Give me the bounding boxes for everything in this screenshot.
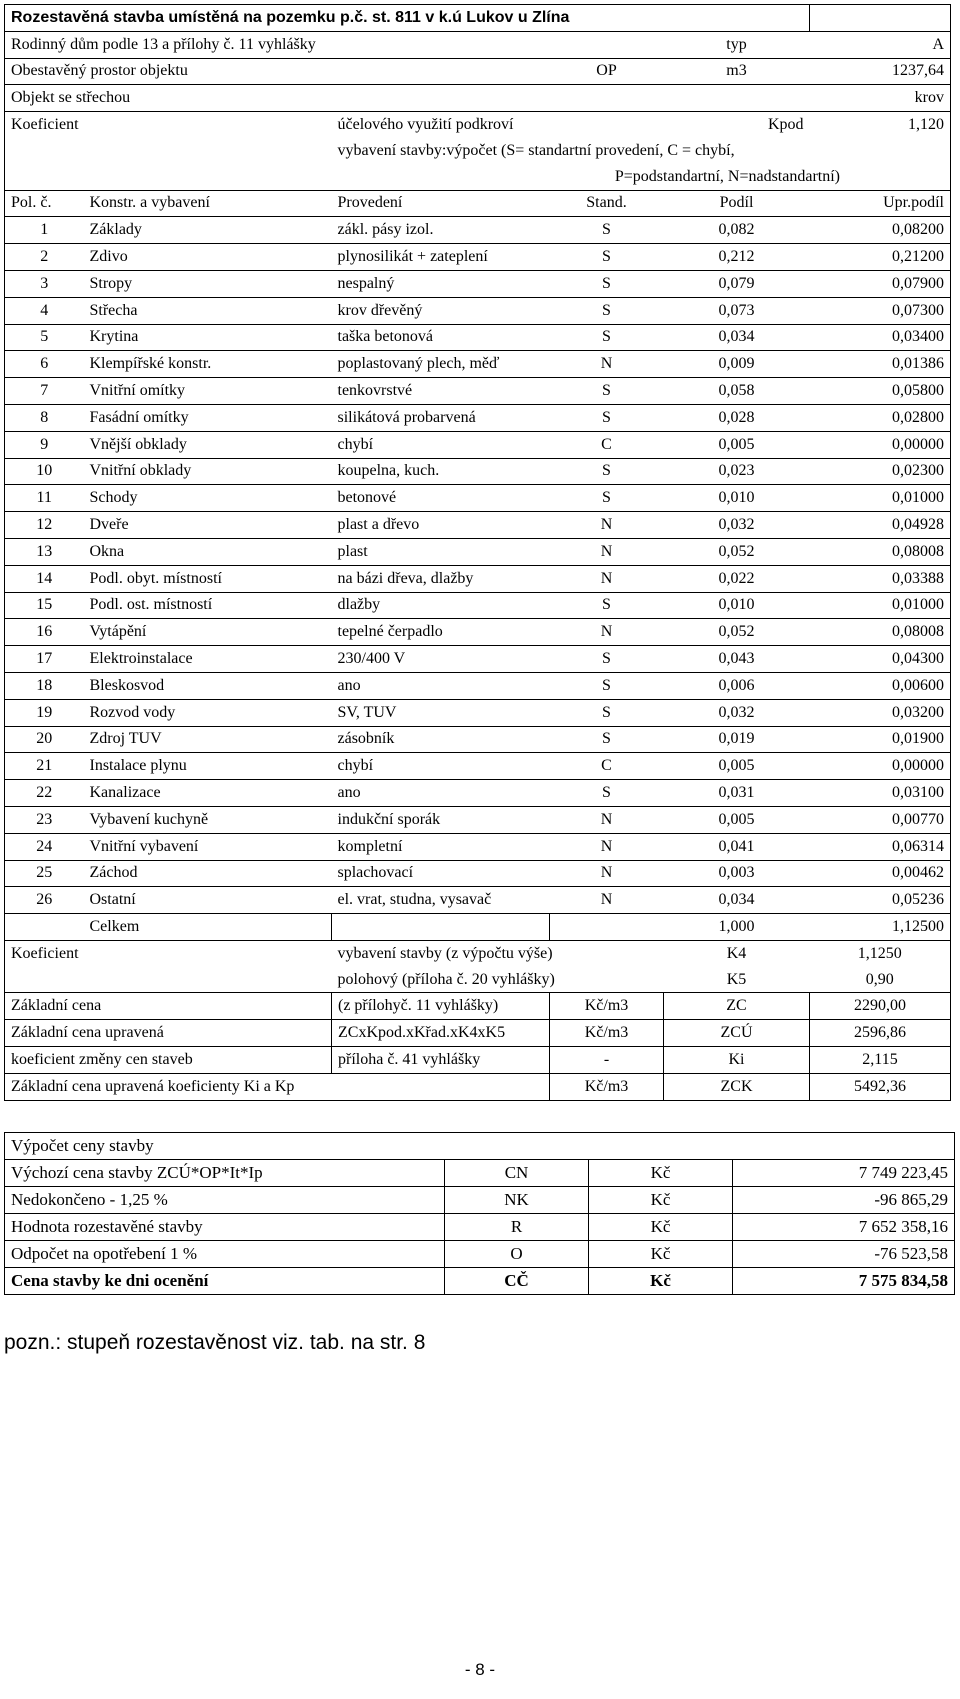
op-unit: m3	[664, 58, 810, 85]
item-number: 11	[5, 485, 84, 512]
item-standard: S	[550, 646, 664, 673]
item-row	[5, 833, 951, 860]
coef-label: Koeficient	[11, 944, 79, 962]
item-share: 0,041	[664, 833, 810, 860]
item-adjusted-share: 0,00462	[810, 860, 951, 887]
item-standard: N	[550, 538, 664, 565]
item-name: Klempířské konstr.	[84, 351, 332, 378]
item-execution: dlažby	[332, 592, 550, 619]
calc-label: Výchozí cena stavby ZCÚ*OP*It*Ip	[5, 1160, 445, 1187]
price-value: 2290,00	[810, 993, 951, 1020]
item-name: Krytina	[84, 324, 332, 351]
item-row	[5, 351, 951, 378]
item-name: Zdroj TUV	[84, 726, 332, 753]
price-desc: ZCxKpod.xKřad.xK4xK5	[332, 1020, 550, 1047]
item-execution: plynosilikát + zateplení	[332, 244, 550, 271]
item-name: Kanalizace	[84, 780, 332, 807]
item-row	[5, 404, 951, 431]
item-standard: S	[550, 485, 664, 512]
item-standard: N	[550, 860, 664, 887]
item-execution: na bázi dřeva, dlažby	[332, 565, 550, 592]
valuation-sheet	[4, 4, 951, 1101]
item-execution: plast a dřevo	[332, 512, 550, 539]
col-pol: Pol. č.	[5, 190, 84, 217]
footnote: pozn.: stupeň rozestavěnost viz. tab. na str. 8	[4, 1331, 426, 1354]
item-standard: C	[550, 753, 664, 780]
item-name: Elektroinstalace	[84, 646, 332, 673]
item-row	[5, 565, 951, 592]
price-row	[5, 993, 951, 1020]
total-row	[5, 914, 951, 941]
note-row-1	[5, 138, 951, 164]
calc-unit: Kč	[589, 1241, 733, 1268]
op-value: 1237,64	[810, 58, 951, 85]
item-share: 0,034	[664, 887, 810, 914]
item-execution: ano	[332, 780, 550, 807]
item-name: Dveře	[84, 512, 332, 539]
item-standard: S	[550, 324, 664, 351]
item-row	[5, 780, 951, 807]
item-adjusted-share: 0,03400	[810, 324, 951, 351]
calc-row	[5, 1160, 955, 1187]
item-adjusted-share: 0,02800	[810, 404, 951, 431]
item-adjusted-share: 0,01000	[810, 592, 951, 619]
item-row	[5, 592, 951, 619]
koef-code: Kpod	[767, 116, 804, 134]
house-type-row	[5, 31, 951, 58]
item-row	[5, 270, 951, 297]
koef-row	[5, 112, 951, 138]
calc-label: Nedokončeno - 1,25 %	[5, 1187, 445, 1214]
item-adjusted-share: 0,04300	[810, 646, 951, 673]
price-code: ZCÚ	[664, 1020, 810, 1047]
calc-unit: Kč	[589, 1214, 733, 1241]
final-price-row	[5, 1268, 955, 1295]
item-share: 0,043	[664, 646, 810, 673]
price-label: Základní cena upravená koeficienty Ki a Kp	[5, 1073, 550, 1100]
item-standard: S	[550, 270, 664, 297]
calc-title: Výpočet ceny stavby	[5, 1133, 955, 1160]
calc-code: NK	[445, 1187, 589, 1214]
item-row	[5, 726, 951, 753]
item-adjusted-share: 0,08200	[810, 217, 951, 244]
item-name: Stropy	[84, 270, 332, 297]
item-row	[5, 431, 951, 458]
item-share: 0,023	[664, 458, 810, 485]
item-number: 19	[5, 699, 84, 726]
item-number: 26	[5, 887, 84, 914]
item-number: 8	[5, 404, 84, 431]
item-adjusted-share: 0,03200	[810, 699, 951, 726]
item-share: 0,010	[664, 485, 810, 512]
item-name: Schody	[84, 485, 332, 512]
item-adjusted-share: 0,00000	[810, 431, 951, 458]
item-row	[5, 244, 951, 271]
item-share: 0,052	[664, 619, 810, 646]
price-code: ZC	[664, 993, 810, 1020]
item-adjusted-share: 0,00000	[810, 753, 951, 780]
item-number: 9	[5, 431, 84, 458]
col-stand: Stand.	[550, 190, 664, 217]
price-label: koeficient změny cen staveb	[5, 1047, 332, 1074]
item-adjusted-share: 0,02300	[810, 458, 951, 485]
item-number: 16	[5, 619, 84, 646]
item-standard: N	[550, 512, 664, 539]
price-value: 5492,36	[810, 1073, 951, 1100]
col-proved: Provedení	[332, 190, 550, 217]
item-row	[5, 806, 951, 833]
item-execution: betonové	[332, 485, 550, 512]
item-name: Vnější obklady	[84, 431, 332, 458]
item-execution: splachovací	[332, 860, 550, 887]
item-name: Vytápění	[84, 619, 332, 646]
item-standard: S	[550, 378, 664, 405]
item-share: 0,212	[664, 244, 810, 271]
item-name: Rozvod vody	[84, 699, 332, 726]
item-row	[5, 378, 951, 405]
price-code: Ki	[664, 1047, 810, 1074]
item-share: 0,079	[664, 270, 810, 297]
roof-value: krov	[810, 85, 951, 112]
item-execution: nespalný	[332, 270, 550, 297]
item-number: 21	[5, 753, 84, 780]
item-adjusted-share: 0,05800	[810, 378, 951, 405]
item-standard: C	[550, 431, 664, 458]
item-name: Okna	[84, 538, 332, 565]
item-adjusted-share: 0,00600	[810, 672, 951, 699]
roof-label: Objekt se střechou	[5, 85, 810, 112]
col-upr: Upr.podíl	[810, 190, 951, 217]
item-number: 12	[5, 512, 84, 539]
price-unit: Kč/m3	[550, 1073, 664, 1100]
item-number: 23	[5, 806, 84, 833]
col-podil: Podíl	[664, 190, 810, 217]
item-execution: ano	[332, 672, 550, 699]
price-unit: Kč/m3	[550, 1020, 664, 1047]
item-number: 22	[5, 780, 84, 807]
item-adjusted-share: 0,08008	[810, 538, 951, 565]
calc-row	[5, 1187, 955, 1214]
item-share: 0,005	[664, 806, 810, 833]
item-execution: silikátová probarvená	[332, 404, 550, 431]
k4-row	[5, 940, 951, 966]
item-adjusted-share: 0,03100	[810, 780, 951, 807]
item-execution: koupelna, kuch.	[332, 458, 550, 485]
item-name: Ostatní	[84, 887, 332, 914]
item-adjusted-share: 0,01386	[810, 351, 951, 378]
item-number: 6	[5, 351, 84, 378]
item-adjusted-share: 0,08008	[810, 619, 951, 646]
item-number: 3	[5, 270, 84, 297]
item-row	[5, 646, 951, 673]
item-number: 13	[5, 538, 84, 565]
document-title: Rozestavěná stavba umístěná na pozemku p.č. st. 811 v k.ú Lukov u Zlína	[5, 5, 810, 32]
item-execution: chybí	[332, 431, 550, 458]
k5-desc: polohový (příloha č. 20 vyhlášky)	[332, 967, 664, 993]
calc-value: -96 865,29	[733, 1187, 955, 1214]
item-number: 4	[5, 297, 84, 324]
item-execution: plast	[332, 538, 550, 565]
item-standard: S	[550, 726, 664, 753]
item-execution: zákl. pásy izol.	[332, 217, 550, 244]
col-konstr: Konstr. a vybavení	[84, 190, 332, 217]
calc-row	[5, 1241, 955, 1268]
price-calculation-table	[4, 1132, 955, 1295]
item-number: 18	[5, 672, 84, 699]
price-unit: -	[550, 1047, 664, 1074]
price-label: Základní cena upravená	[5, 1020, 332, 1047]
koef-label: Koeficient	[11, 116, 79, 134]
price-unit: Kč/m3	[550, 993, 664, 1020]
item-row	[5, 538, 951, 565]
calc-unit: Kč	[589, 1160, 733, 1187]
koef-value: 1,120	[908, 116, 944, 134]
item-number: 25	[5, 860, 84, 887]
item-adjusted-share: 0,04928	[810, 512, 951, 539]
item-number: 14	[5, 565, 84, 592]
item-share: 0,019	[664, 726, 810, 753]
calc-value: 7 652 358,16	[733, 1214, 955, 1241]
item-row	[5, 887, 951, 914]
item-adjusted-share: 0,03388	[810, 565, 951, 592]
total-label: Celkem	[84, 914, 332, 941]
k5-row	[5, 967, 951, 993]
price-value: 2596,86	[810, 1020, 951, 1047]
item-standard: N	[550, 833, 664, 860]
column-header-row	[5, 190, 951, 217]
item-share: 0,005	[664, 753, 810, 780]
calc-title-row	[5, 1133, 955, 1160]
item-execution: 230/400 V	[332, 646, 550, 673]
k5-value: 0,90	[810, 967, 951, 993]
item-row	[5, 485, 951, 512]
item-execution: el. vrat, studna, vysavač	[332, 887, 550, 914]
item-standard: S	[550, 672, 664, 699]
price-row	[5, 1073, 951, 1100]
item-row	[5, 297, 951, 324]
item-standard: S	[550, 244, 664, 271]
item-share: 0,028	[664, 404, 810, 431]
item-share: 0,032	[664, 699, 810, 726]
total-upr: 1,12500	[810, 914, 951, 941]
item-name: Bleskosvod	[84, 672, 332, 699]
k5-code: K5	[664, 967, 810, 993]
page-number: - 8 -	[464, 1660, 496, 1679]
calc-value: -76 523,58	[733, 1241, 955, 1268]
price-row	[5, 1047, 951, 1074]
calc-label: Cena stavby ke dni ocenění	[5, 1268, 445, 1295]
item-name: Vnitřní obklady	[84, 458, 332, 485]
item-number: 24	[5, 833, 84, 860]
item-execution: tepelné čerpadlo	[332, 619, 550, 646]
item-standard: N	[550, 887, 664, 914]
calc-label: Odpočet na opotřebení 1 %	[5, 1241, 445, 1268]
item-row	[5, 699, 951, 726]
item-execution: taška betonová	[332, 324, 550, 351]
op-code: OP	[550, 58, 664, 85]
item-name: Podl. ost. místností	[84, 592, 332, 619]
standard-note-1: vybavení stavby:výpočet (S= standartní provedení, C = chybí,	[337, 141, 735, 159]
koef-desc: účelového využití podkroví	[337, 116, 514, 134]
item-standard: N	[550, 619, 664, 646]
item-name: Zdivo	[84, 244, 332, 271]
item-adjusted-share: 0,01900	[810, 726, 951, 753]
item-number: 5	[5, 324, 84, 351]
calc-unit: Kč	[589, 1187, 733, 1214]
item-adjusted-share: 0,05236	[810, 887, 951, 914]
note-row-2	[5, 164, 951, 190]
item-standard: S	[550, 458, 664, 485]
item-share: 0,058	[664, 378, 810, 405]
item-name: Instalace plynu	[84, 753, 332, 780]
item-row	[5, 753, 951, 780]
item-name: Vnitřní vybavení	[84, 833, 332, 860]
item-execution: kompletní	[332, 833, 550, 860]
calc-code: R	[445, 1214, 589, 1241]
item-name: Základy	[84, 217, 332, 244]
item-name: Podl. obyt. místností	[84, 565, 332, 592]
price-desc: (z přílohyč. 11 vyhlášky)	[332, 993, 550, 1020]
item-number: 20	[5, 726, 84, 753]
price-label: Základní cena	[5, 993, 332, 1020]
item-name: Fasádní omítky	[84, 404, 332, 431]
typ-value: A	[810, 31, 951, 58]
item-share: 0,006	[664, 672, 810, 699]
item-standard: S	[550, 297, 664, 324]
calc-value: 7 575 834,58	[733, 1268, 955, 1295]
item-standard: S	[550, 699, 664, 726]
item-standard: S	[550, 217, 664, 244]
price-row	[5, 1020, 951, 1047]
item-adjusted-share: 0,07900	[810, 270, 951, 297]
item-name: Vybavení kuchyně	[84, 806, 332, 833]
item-row	[5, 324, 951, 351]
item-execution: chybí	[332, 753, 550, 780]
volume-row	[5, 58, 951, 85]
item-share: 0,009	[664, 351, 810, 378]
item-row	[5, 512, 951, 539]
item-execution: tenkovrstvé	[332, 378, 550, 405]
item-adjusted-share: 0,01000	[810, 485, 951, 512]
item-share: 0,082	[664, 217, 810, 244]
item-share: 0,010	[664, 592, 810, 619]
item-adjusted-share: 0,00770	[810, 806, 951, 833]
item-row	[5, 860, 951, 887]
item-name: Střecha	[84, 297, 332, 324]
item-share: 0,034	[664, 324, 810, 351]
rd-label: Rodinný dům podle 13 a přílohy č. 11 vyhlášky	[5, 31, 550, 58]
item-number: 15	[5, 592, 84, 619]
item-standard: S	[550, 404, 664, 431]
item-number: 17	[5, 646, 84, 673]
calc-value: 7 749 223,45	[733, 1160, 955, 1187]
calc-unit: Kč	[589, 1268, 733, 1295]
item-row	[5, 217, 951, 244]
calc-row	[5, 1214, 955, 1241]
roof-row	[5, 85, 951, 112]
calc-code: O	[445, 1241, 589, 1268]
calc-code: CČ	[445, 1268, 589, 1295]
item-share: 0,031	[664, 780, 810, 807]
item-share: 0,052	[664, 538, 810, 565]
item-share: 0,073	[664, 297, 810, 324]
price-code: ZCK	[664, 1073, 810, 1100]
item-adjusted-share: 0,21200	[810, 244, 951, 271]
price-value: 2,115	[810, 1047, 951, 1074]
item-share: 0,003	[664, 860, 810, 887]
calc-code: CN	[445, 1160, 589, 1187]
item-execution: zásobník	[332, 726, 550, 753]
item-row	[5, 619, 951, 646]
item-row	[5, 458, 951, 485]
item-standard: N	[550, 351, 664, 378]
item-standard: S	[550, 780, 664, 807]
construction-table	[4, 4, 951, 1101]
k4-value: 1,1250	[857, 944, 902, 962]
standard-note-2: P=podstandartní, N=nadstandartní)	[5, 164, 951, 190]
item-number: 1	[5, 217, 84, 244]
item-adjusted-share: 0,06314	[810, 833, 951, 860]
item-execution: krov dřevěný	[332, 297, 550, 324]
item-number: 7	[5, 378, 84, 405]
item-share: 0,032	[664, 512, 810, 539]
item-execution: poplastovaný plech, měď	[332, 351, 550, 378]
item-share: 0,005	[664, 431, 810, 458]
item-number: 2	[5, 244, 84, 271]
item-adjusted-share: 0,07300	[810, 297, 951, 324]
k4-desc: vybavení stavby (z výpočtu výše)	[337, 944, 553, 962]
item-execution: SV, TUV	[332, 699, 550, 726]
item-row	[5, 672, 951, 699]
k4-code: K4	[726, 944, 747, 962]
item-name: Vnitřní omítky	[84, 378, 332, 405]
item-execution: indukční sporák	[332, 806, 550, 833]
title-row	[5, 5, 951, 32]
total-podil: 1,000	[664, 914, 810, 941]
op-label: Obestavěný prostor objektu	[5, 58, 550, 85]
price-desc: příloha č. 41 vyhlášky	[332, 1047, 550, 1074]
typ-label: typ	[664, 31, 810, 58]
item-share: 0,022	[664, 565, 810, 592]
item-name: Záchod	[84, 860, 332, 887]
item-standard: S	[550, 592, 664, 619]
calc-label: Hodnota rozestavěné stavby	[5, 1214, 445, 1241]
item-standard: N	[550, 806, 664, 833]
item-standard: N	[550, 565, 664, 592]
item-number: 10	[5, 458, 84, 485]
